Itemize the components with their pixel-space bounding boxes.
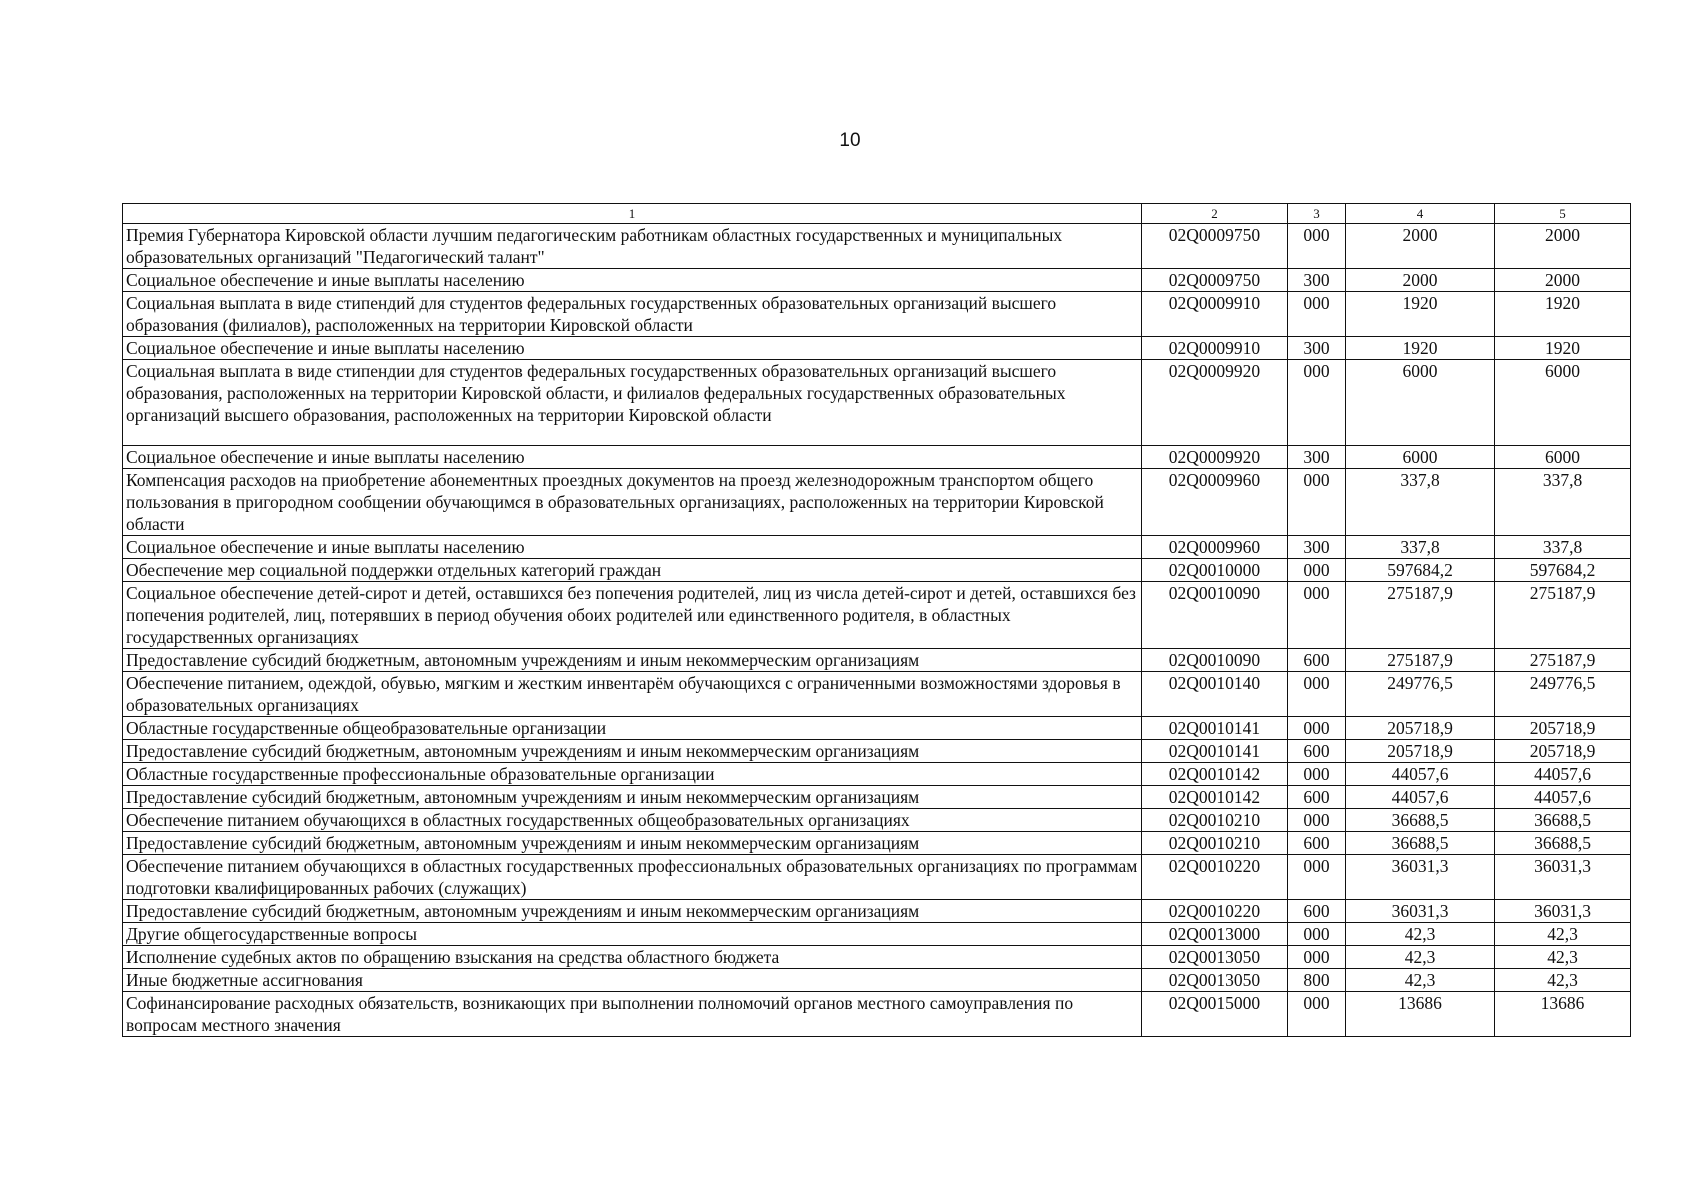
row-value-2-cell: 36031,3 [1495,855,1631,900]
row-code-cell: 02Q0009920 [1142,446,1288,469]
row-code-cell: 02Q0010090 [1142,582,1288,649]
table-row [123,763,1631,786]
table-row [123,224,1631,269]
row-type-cell: 000 [1288,559,1346,582]
row-type-cell: 800 [1288,969,1346,992]
row-code-cell: 02Q0010000 [1142,559,1288,582]
row-name-cell: Обеспечение мер социальной поддержки отдельных категорий граждан [123,559,1142,582]
row-code-cell: 02Q0010140 [1142,672,1288,717]
header-col-5: 5 [1495,204,1631,224]
row-code-cell: 02Q0010220 [1142,855,1288,900]
row-code-cell: 02Q0013000 [1142,923,1288,946]
table-row [123,649,1631,672]
row-type-cell: 000 [1288,469,1346,536]
row-value-1-cell: 42,3 [1346,946,1495,969]
header-col-1: 1 [123,204,1142,224]
row-value-1-cell: 2000 [1346,224,1495,269]
row-value-2-cell: 42,3 [1495,969,1631,992]
row-type-cell: 000 [1288,582,1346,649]
row-value-2-cell: 337,8 [1495,469,1631,536]
table-row [123,740,1631,763]
row-value-1-cell: 36031,3 [1346,900,1495,923]
row-type-cell: 300 [1288,536,1346,559]
row-code-cell: 02Q0010141 [1142,740,1288,763]
row-value-2-cell: 42,3 [1495,946,1631,969]
table-row [123,536,1631,559]
table-header-row [123,204,1631,224]
table-row [123,717,1631,740]
row-value-1-cell: 6000 [1346,446,1495,469]
row-name-cell: Другие общегосударственные вопросы [123,923,1142,946]
row-name-cell: Предоставление субсидий бюджетным, автономным учреждениям и иным некоммерческим организациям [123,740,1142,763]
row-value-2-cell: 44057,6 [1495,786,1631,809]
row-value-2-cell: 6000 [1495,446,1631,469]
row-name-cell: Предоставление субсидий бюджетным, автономным учреждениям и иным некоммерческим организациям [123,832,1142,855]
row-value-2-cell: 6000 [1495,360,1631,446]
row-value-1-cell: 275187,9 [1346,649,1495,672]
row-type-cell: 600 [1288,740,1346,763]
row-value-1-cell: 36688,5 [1346,832,1495,855]
row-value-2-cell: 36031,3 [1495,900,1631,923]
row-name-cell: Предоставление субсидий бюджетным, автономным учреждениям и иным некоммерческим организациям [123,900,1142,923]
row-type-cell: 600 [1288,649,1346,672]
row-value-1-cell: 337,8 [1346,536,1495,559]
table-body [123,224,1631,1037]
row-value-1-cell: 205718,9 [1346,740,1495,763]
row-name-cell: Компенсация расходов на приобретение абонементных проездных документов на проезд железнодорожным транспортом общего пользования в пригородном сообщении обучающимся в образовательных организациях, расположенных на территории Кировской области [123,469,1142,536]
table-row [123,809,1631,832]
row-name-cell: Предоставление субсидий бюджетным, автономным учреждениям и иным некоммерческим организациям [123,786,1142,809]
row-value-2-cell: 2000 [1495,224,1631,269]
row-type-cell: 000 [1288,809,1346,832]
row-code-cell: 02Q0010210 [1142,832,1288,855]
table-row [123,337,1631,360]
row-code-cell: 02Q0013050 [1142,969,1288,992]
row-type-cell: 300 [1288,269,1346,292]
table-row [123,969,1631,992]
row-name-cell: Областные государственные общеобразовательные организации [123,717,1142,740]
table-row [123,446,1631,469]
row-type-cell: 000 [1288,360,1346,446]
row-type-cell: 000 [1288,923,1346,946]
row-code-cell: 02Q0009910 [1142,337,1288,360]
row-value-1-cell: 249776,5 [1346,672,1495,717]
row-code-cell: 02Q0009920 [1142,360,1288,446]
row-code-cell: 02Q0009960 [1142,469,1288,536]
row-value-1-cell: 1920 [1346,337,1495,360]
row-type-cell: 600 [1288,786,1346,809]
row-value-1-cell: 1920 [1346,292,1495,337]
row-value-1-cell: 2000 [1346,269,1495,292]
row-code-cell: 02Q0015000 [1142,992,1288,1037]
row-value-1-cell: 337,8 [1346,469,1495,536]
row-name-cell: Софинансирование расходных обязательств, возникающих при выполнении полномочий органов местного самоуправления по вопросам местного значения [123,992,1142,1037]
row-value-1-cell: 44057,6 [1346,763,1495,786]
row-value-1-cell: 275187,9 [1346,582,1495,649]
budget-table [122,203,1631,1037]
row-value-1-cell: 36688,5 [1346,809,1495,832]
row-name-cell: Исполнение судебных актов по обращению взыскания на средства областного бюджета [123,946,1142,969]
row-code-cell: 02Q0009910 [1142,292,1288,337]
table-row [123,269,1631,292]
row-value-2-cell: 36688,5 [1495,832,1631,855]
row-code-cell: 02Q0010142 [1142,786,1288,809]
row-type-cell: 000 [1288,992,1346,1037]
row-value-1-cell: 13686 [1346,992,1495,1037]
table-row [123,923,1631,946]
row-name-cell: Социальная выплата в виде стипендии для студентов федеральных государственных образовательных организаций высшего образования, расположенных на территории Кировской области, и филиалов федеральных государственных образовательных организаций высшего образования, расположенных на территории Кировской области [123,360,1142,446]
row-name-cell: Иные бюджетные ассигнования [123,969,1142,992]
row-name-cell: Социальное обеспечение и иные выплаты населению [123,269,1142,292]
row-name-cell: Предоставление субсидий бюджетным, автономным учреждениям и иным некоммерческим организациям [123,649,1142,672]
row-code-cell: 02Q0009750 [1142,224,1288,269]
row-name-cell: Социальное обеспечение и иные выплаты населению [123,337,1142,360]
row-value-2-cell: 205718,9 [1495,740,1631,763]
row-value-1-cell: 205718,9 [1346,717,1495,740]
row-type-cell: 300 [1288,446,1346,469]
table-row [123,672,1631,717]
row-name-cell: Социальная выплата в виде стипендий для студентов федеральных государственных образовательных организаций высшего образования (филиалов), расположенных на территории Кировской области [123,292,1142,337]
row-value-2-cell: 275187,9 [1495,649,1631,672]
row-code-cell: 02Q0010210 [1142,809,1288,832]
row-value-1-cell: 44057,6 [1346,786,1495,809]
row-value-1-cell: 36031,3 [1346,855,1495,900]
row-type-cell: 000 [1288,717,1346,740]
row-type-cell: 000 [1288,763,1346,786]
row-value-2-cell: 1920 [1495,292,1631,337]
header-col-2: 2 [1142,204,1288,224]
row-type-cell: 600 [1288,832,1346,855]
table-row [123,469,1631,536]
table-row [123,832,1631,855]
row-code-cell: 02Q0010220 [1142,900,1288,923]
row-value-1-cell: 597684,2 [1346,559,1495,582]
table-row [123,559,1631,582]
row-value-2-cell: 275187,9 [1495,582,1631,649]
row-value-2-cell: 2000 [1495,269,1631,292]
header-col-4: 4 [1346,204,1495,224]
row-value-2-cell: 13686 [1495,992,1631,1037]
row-value-1-cell: 42,3 [1346,923,1495,946]
row-type-cell: 600 [1288,900,1346,923]
row-code-cell: 02Q0010090 [1142,649,1288,672]
table-row [123,292,1631,337]
row-type-cell: 000 [1288,855,1346,900]
row-name-cell: Премия Губернатора Кировской области лучшим педагогическим работникам областных государственных и муниципальных образовательных организаций "Педагогический талант" [123,224,1142,269]
row-type-cell: 000 [1288,292,1346,337]
row-value-2-cell: 249776,5 [1495,672,1631,717]
row-name-cell: Обеспечение питанием обучающихся в областных государственных общеобразовательных организациях [123,809,1142,832]
row-value-2-cell: 337,8 [1495,536,1631,559]
row-value-2-cell: 597684,2 [1495,559,1631,582]
row-code-cell: 02Q0010142 [1142,763,1288,786]
row-code-cell: 02Q0010141 [1142,717,1288,740]
row-name-cell: Областные государственные профессиональные образовательные организации [123,763,1142,786]
row-name-cell: Социальное обеспечение и иные выплаты населению [123,446,1142,469]
row-code-cell: 02Q0009750 [1142,269,1288,292]
row-type-cell: 000 [1288,946,1346,969]
table-row [123,992,1631,1037]
row-name-cell: Обеспечение питанием, одеждой, обувью, мягким и жестким инвентарём обучающихся с ограниченными возможностями здоровья в образовательных организациях [123,672,1142,717]
row-name-cell: Социальное обеспечение детей-сирот и детей, оставшихся без попечения родителей, лиц из числа детей-сирот и детей, оставшихся без попечения родителей, лиц, потерявших в период обучения обоих родителей или единственного родителя, в областных государственных организациях [123,582,1142,649]
table-row [123,900,1631,923]
row-type-cell: 000 [1288,224,1346,269]
row-value-2-cell: 1920 [1495,337,1631,360]
table-row [123,582,1631,649]
table-row [123,855,1631,900]
row-code-cell: 02Q0013050 [1142,946,1288,969]
row-name-cell: Обеспечение питанием обучающихся в областных государственных профессиональных образовательных организациях по программам подготовки квалифицированных рабочих (служащих) [123,855,1142,900]
row-name-cell: Социальное обеспечение и иные выплаты населению [123,536,1142,559]
row-value-1-cell: 6000 [1346,360,1495,446]
table-row [123,946,1631,969]
row-value-2-cell: 42,3 [1495,923,1631,946]
row-type-cell: 000 [1288,672,1346,717]
row-value-1-cell: 42,3 [1346,969,1495,992]
row-value-2-cell: 205718,9 [1495,717,1631,740]
table-row [123,360,1631,446]
table-row [123,786,1631,809]
row-value-2-cell: 44057,6 [1495,763,1631,786]
page-number: 10 [839,130,861,151]
row-code-cell: 02Q0009960 [1142,536,1288,559]
row-type-cell: 300 [1288,337,1346,360]
header-col-3: 3 [1288,204,1346,224]
row-value-2-cell: 36688,5 [1495,809,1631,832]
